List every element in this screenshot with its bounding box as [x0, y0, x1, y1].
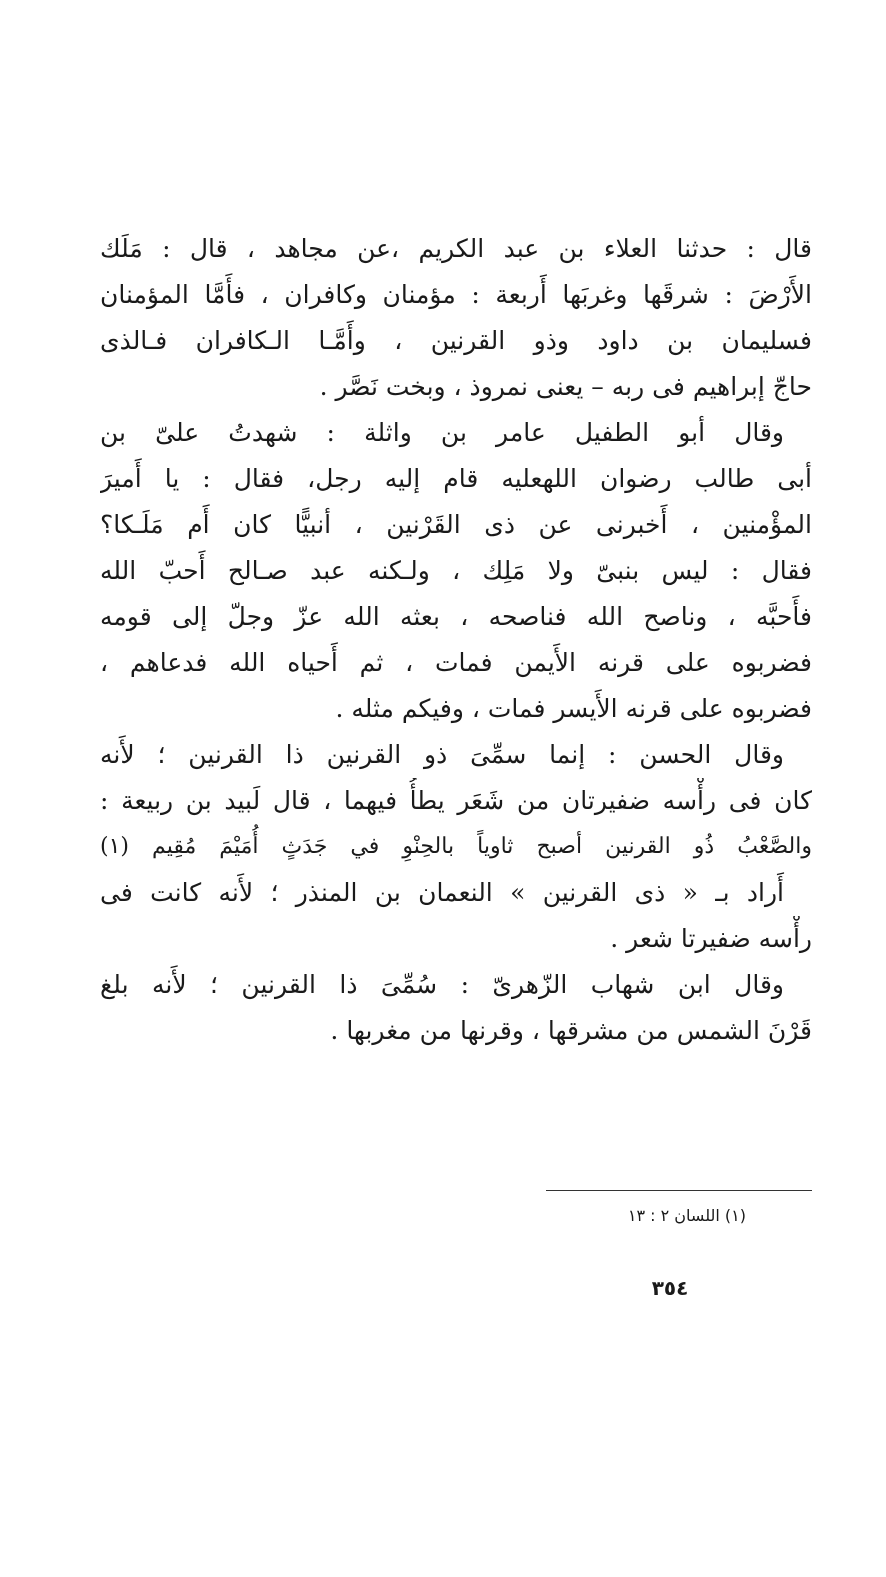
text-line: قَرْنَ الشمس من مشرقها ، وقرنها من مغربها .: [330, 1016, 812, 1045]
text-line: حاجّ إبراهيم فى ربه – يعنى نمروذ ، وبخت نَصَّر .: [319, 372, 812, 401]
footnote-divider: [546, 1190, 812, 1191]
text-line: قال : حدثنا العلاء بن عبد الكريم ،عن مجاهد ، قال : مَلَك: [100, 234, 812, 263]
text-line: المؤْمنين ، أَخبرنى عن ذى القَرْنين ، أنبيًّا كان أَم مَلَـكا؟: [100, 510, 812, 539]
body-text: [100, 226, 812, 1054]
text-line: وقال أبو الطفيل عامر بن واثلة : شهدتُ علىّ بن: [100, 418, 784, 447]
text-line: الأَرْضَ : شرقَها وغربَها أَربعة : مؤمنان وكافران ، فأَمَّا المؤمنان: [100, 280, 812, 309]
text-line: فضربوه على قرنه الأَيمن فمات ، ثم أَحياه الله فدعاهم ،: [100, 648, 812, 677]
text-line: أَراد بـ « ذى القرنين » النعمان بن المنذر ؛ لأَنه كانت فى: [100, 878, 784, 907]
text-line: وقال الحسن : إنما سمِّىَ ذو القرنين ذا القرنين ؛ لأَنه: [100, 740, 784, 769]
text-line: كان فى رأْسه ضفيرتان من شَعَر يطأُ فيهما ، قال لَبيد بن ربيعة :: [100, 786, 812, 815]
text-line: فقال : ليس بنبىّ ولا مَلِك ، ولـكنه عبد صـالح أَحبّ الله: [100, 556, 812, 585]
page-number: ٣٥٤: [651, 1276, 689, 1300]
verse-line: والصَّعْبُ ذُو القرنين أصبح ثاوياً بالحِنْوِ في جَدَثٍ أُمَيْمَ مُقِيم (١): [100, 834, 812, 859]
text-line: فسليمان بن داود وذو القرنين ، وأَمَّـا الـكافران فـالذى: [100, 326, 812, 355]
text-line: فأَحبَّه ، وناصح الله فناصحه ، بعثه الله عزّ وجلّ إلى قومه: [100, 602, 812, 631]
text-line: أبى طالب رضوان اللهعليه قام إليه رجل، فقال : يا أَميرَ: [100, 464, 812, 493]
text-line: وقال ابن شهاب الزّهرىّ : سُمِّىَ ذا القرنين ؛ لأَنه بلغ: [100, 970, 784, 999]
text-line: رأْسه ضفيرتا شعر .: [610, 924, 812, 953]
text-line: فضربوه على قرنه الأَيسر فمات ، وفيكم مثله .: [335, 694, 812, 723]
footnote: (١) اللسان ٢ : ١٣: [627, 1206, 746, 1225]
